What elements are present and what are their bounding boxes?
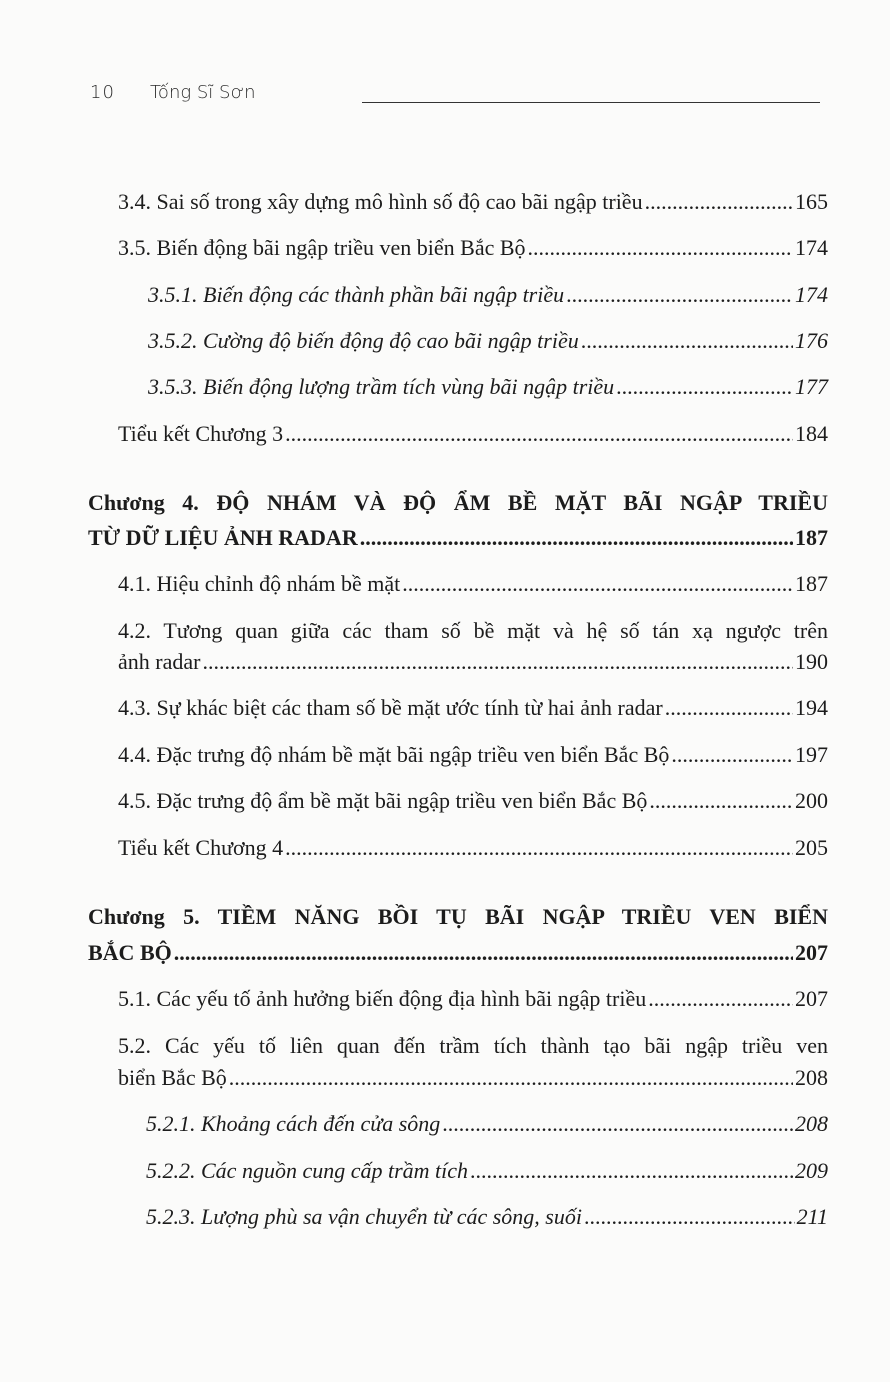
toc-entry-4-3[interactable] <box>118 692 828 724</box>
toc-entry-5-2-3[interactable] <box>146 1201 828 1233</box>
toc-entry-page: 194 <box>795 695 828 720</box>
dot-leader <box>442 1108 793 1140</box>
dot-leader <box>402 568 793 600</box>
dot-leader <box>285 832 793 864</box>
toc-entry-title: BẮC BỘ <box>88 940 172 965</box>
toc-entry-title: 5.2.3. Lượng phù sa vận chuyển từ các sông, suối <box>146 1204 582 1229</box>
toc-entry-3-5[interactable] <box>118 232 828 264</box>
toc-entry-title: TỪ DỮ LIỆU ẢNH RADAR <box>88 525 358 550</box>
toc-entry-4-2[interactable] <box>118 646 828 678</box>
toc-entry-page: 187 <box>795 571 828 596</box>
page-number: 10 <box>90 82 115 103</box>
dot-leader <box>229 1062 793 1094</box>
toc-entry-title: biển Bắc Bộ <box>118 1065 227 1090</box>
dot-leader <box>649 785 793 817</box>
dot-leader <box>584 1201 795 1233</box>
toc-entry-title: Tiểu kết Chương 4 <box>118 835 284 860</box>
toc-entry-chapter-4[interactable] <box>88 522 828 554</box>
toc-entry-title: 3.5.3. Biến động lượng trầm tích vùng bãi ngập triều <box>148 374 615 399</box>
toc-entry-page: 187 <box>795 525 828 550</box>
toc-entry-title: 5.2.1. Khoảng cách đến cửa sông <box>146 1111 441 1136</box>
toc-entry-4-1[interactable] <box>118 568 828 600</box>
toc-entry-5-1[interactable] <box>118 983 828 1015</box>
toc-entry-title: 5.2.2. Các nguồn cung cấp trầm tích <box>146 1158 469 1183</box>
toc-entry-page: 184 <box>795 421 828 446</box>
toc-entry-3-4[interactable] <box>118 186 828 218</box>
toc-entry-page: 174 <box>795 282 828 307</box>
toc-entry-page: 207 <box>795 940 828 965</box>
toc-entry-title: 5.1. Các yếu tố ảnh hưởng biến động địa hình bãi ngập triều <box>118 986 647 1011</box>
toc-entry-page: 208 <box>795 1065 828 1090</box>
toc-entry-3-5-1[interactable] <box>148 279 828 311</box>
toc-entry-page: 197 <box>795 742 828 767</box>
toc-entry-page: 177 <box>795 374 828 399</box>
toc-entry-5-2-2[interactable] <box>146 1155 828 1187</box>
toc-entry-chapter-5[interactable] <box>88 937 828 969</box>
chapter-4-title-line1[interactable]: Chương 4. ĐỘ NHÁM VÀ ĐỘ ẨM BỀ MẶT BÃI NGẬP TRIỀU <box>88 490 828 515</box>
toc-entry-page: 211 <box>796 1204 828 1229</box>
toc-entry-title: Tiểu kết Chương 3 <box>118 421 284 446</box>
running-header <box>90 80 820 106</box>
dot-leader <box>566 279 793 311</box>
toc-entry-page: 174 <box>795 235 828 260</box>
toc-entry-page: 190 <box>795 649 828 674</box>
toc-entry-title: 4.3. Sự khác biệt các tham số bề mặt ước tính từ hai ảnh radar <box>118 695 663 720</box>
chapter-5-title-line1[interactable]: Chương 5. TIỀM NĂNG BỒI TỤ BÃI NGẬP TRIỀU VEN BIỂN <box>88 904 828 929</box>
toc-entry-title: 4.4. Đặc trưng độ nhám bề mặt bãi ngập triều ven biển Bắc Bộ <box>118 742 670 767</box>
toc-entry-title: 4.5. Đặc trưng độ ẩm bề mặt bãi ngập triều ven biển Bắc Bộ <box>118 788 648 813</box>
toc-entry-page: 207 <box>795 986 828 1011</box>
dot-leader <box>616 371 793 403</box>
dot-leader <box>470 1155 793 1187</box>
toc-entry-title: 4.1. Hiệu chỉnh độ nhám bề mặt <box>118 571 401 596</box>
toc-entry-title: ảnh radar <box>118 649 201 674</box>
dot-leader <box>645 186 793 218</box>
dot-leader <box>202 646 793 678</box>
toc-entry-title: 3.5. Biến động bãi ngập triều ven biển Bắc Bộ <box>118 235 526 260</box>
toc-entry-summary-ch4[interactable] <box>118 832 828 864</box>
toc-entry-4-2-line1[interactable]: 4.2. Tương quan giữa các tham số bề mặt và hệ số tán xạ ngược trên <box>118 618 828 643</box>
toc-entry-title: 3.5.2. Cường độ biến động độ cao bãi ngập triều <box>148 328 579 353</box>
toc-entry-summary-ch3[interactable] <box>118 418 828 450</box>
dot-leader <box>174 937 793 969</box>
toc-entry-4-5[interactable] <box>118 785 828 817</box>
header-rule <box>362 102 820 103</box>
toc-entry-page: 200 <box>795 788 828 813</box>
toc-entry-3-5-3[interactable] <box>148 371 828 403</box>
dot-leader <box>648 983 793 1015</box>
toc-entry-page: 205 <box>795 835 828 860</box>
dot-leader <box>665 692 793 724</box>
toc-entry-5-2-1[interactable] <box>146 1108 828 1140</box>
dot-leader <box>360 522 793 554</box>
toc-entry-5-2-line1[interactable]: 5.2. Các yếu tố liên quan đến trầm tích thành tạo bãi ngập triều ven <box>118 1033 828 1058</box>
dot-leader <box>528 232 793 264</box>
toc-entry-3-5-2[interactable] <box>148 325 828 357</box>
toc-entry-4-4[interactable] <box>118 739 828 771</box>
dot-leader <box>671 739 793 771</box>
author-name: Tống Sĩ Sơn <box>150 82 256 103</box>
toc-entry-page: 176 <box>795 328 828 353</box>
toc-entry-5-2[interactable] <box>118 1062 828 1094</box>
toc-entry-page: 209 <box>795 1158 828 1183</box>
toc-entry-page: 165 <box>795 189 828 214</box>
toc-entry-title: 3.4. Sai số trong xây dựng mô hình số độ cao bãi ngập triều <box>118 189 643 214</box>
toc-entry-page: 208 <box>795 1111 828 1136</box>
dot-leader <box>581 325 793 357</box>
dot-leader <box>285 418 793 450</box>
toc-entry-title: 3.5.1. Biến động các thành phần bãi ngập triều <box>148 282 565 307</box>
